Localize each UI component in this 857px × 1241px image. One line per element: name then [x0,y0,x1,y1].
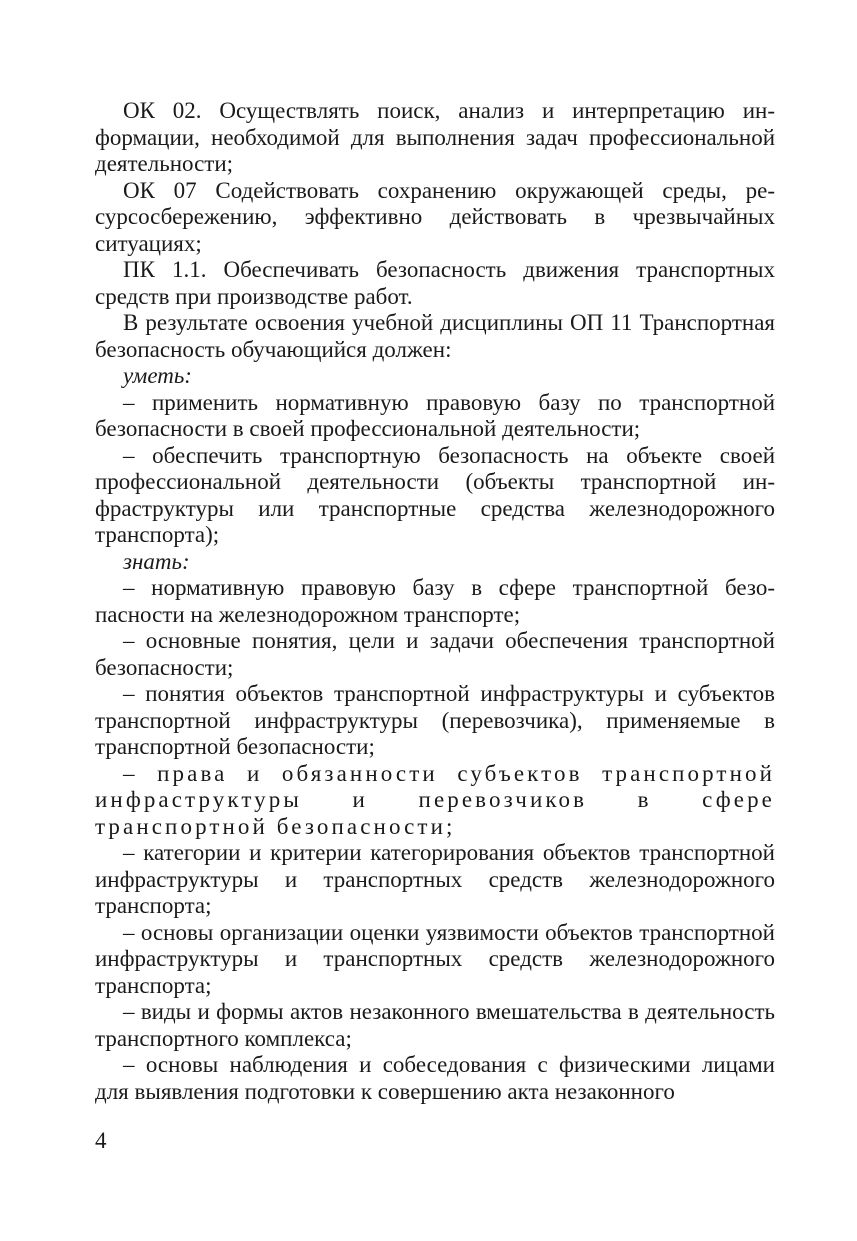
list-item: – права и обязанности субъектов транспортной инфраструктуры и перевозчиков в сфере транспортной безопасности; [95,760,775,839]
paragraph-intro: В результате освоения учебной дисциплины ОП 11 Транспортная безопасность обучающийся должен: [95,310,775,362]
paragraph-ok02: ОК 02. Осуществлять поиск, анализ и интерпретацию информации, необходимой для выполнения задач профессиональной деятельности; [95,98,775,176]
body-text [95,98,775,1105]
list-item: – основы организации оценки уязвимости объектов транспортной инфраструктуры и транспортных средств железнодорожного транспорта; [95,919,775,998]
paragraph-ok07: ОК 07 Содействовать сохранению окружающей среды, ресурсосбережению, эффективно действовать в чрезвычайных ситуациях; [95,177,775,256]
list-item: – основные понятия, цели и задачи обеспечения транспортной безопасности; [95,628,775,680]
list-item: – виды и формы актов незаконного вмешательства в деятельность транспортного комплекса; [95,999,775,1051]
list-item: – понятия объектов транспортной инфраструктуры и субъектов транспортной инфраструктуры (перевозчика), применяемые в транспортной безопасности; [95,681,775,759]
paragraph-pk11: ПК 1.1. Обеспечивать безопасность движения транспортных средств при производстве работ. [95,257,775,309]
label-znat: знать: [123,548,190,574]
list-item: – категории и критерии категорирования объектов транспортной инфраструктуры и транспортных средств железнодорожного транспорта; [95,840,775,918]
list-item: – нормативную правовую базу в сфере транспортной безопасности на железнодорожном транспорте; [95,575,775,627]
label-umet: уметь: [123,363,192,388]
page-number: 4 [95,1128,107,1153]
list-item: – основы наблюдения и собеседования с физическими лицами для выявления подготовки к совершению акта незаконного [95,1052,775,1104]
list-item: – применить нормативную правовую базу по транспортной безопасности в своей профессиональной деятельности; [95,389,775,441]
list-item: – обеспечить транспортную безопасность на объекте своей профессиональной деятельности (объекты транспортной инфраструктуры или транспортные средства железнодорожного транспорта); [95,442,775,547]
